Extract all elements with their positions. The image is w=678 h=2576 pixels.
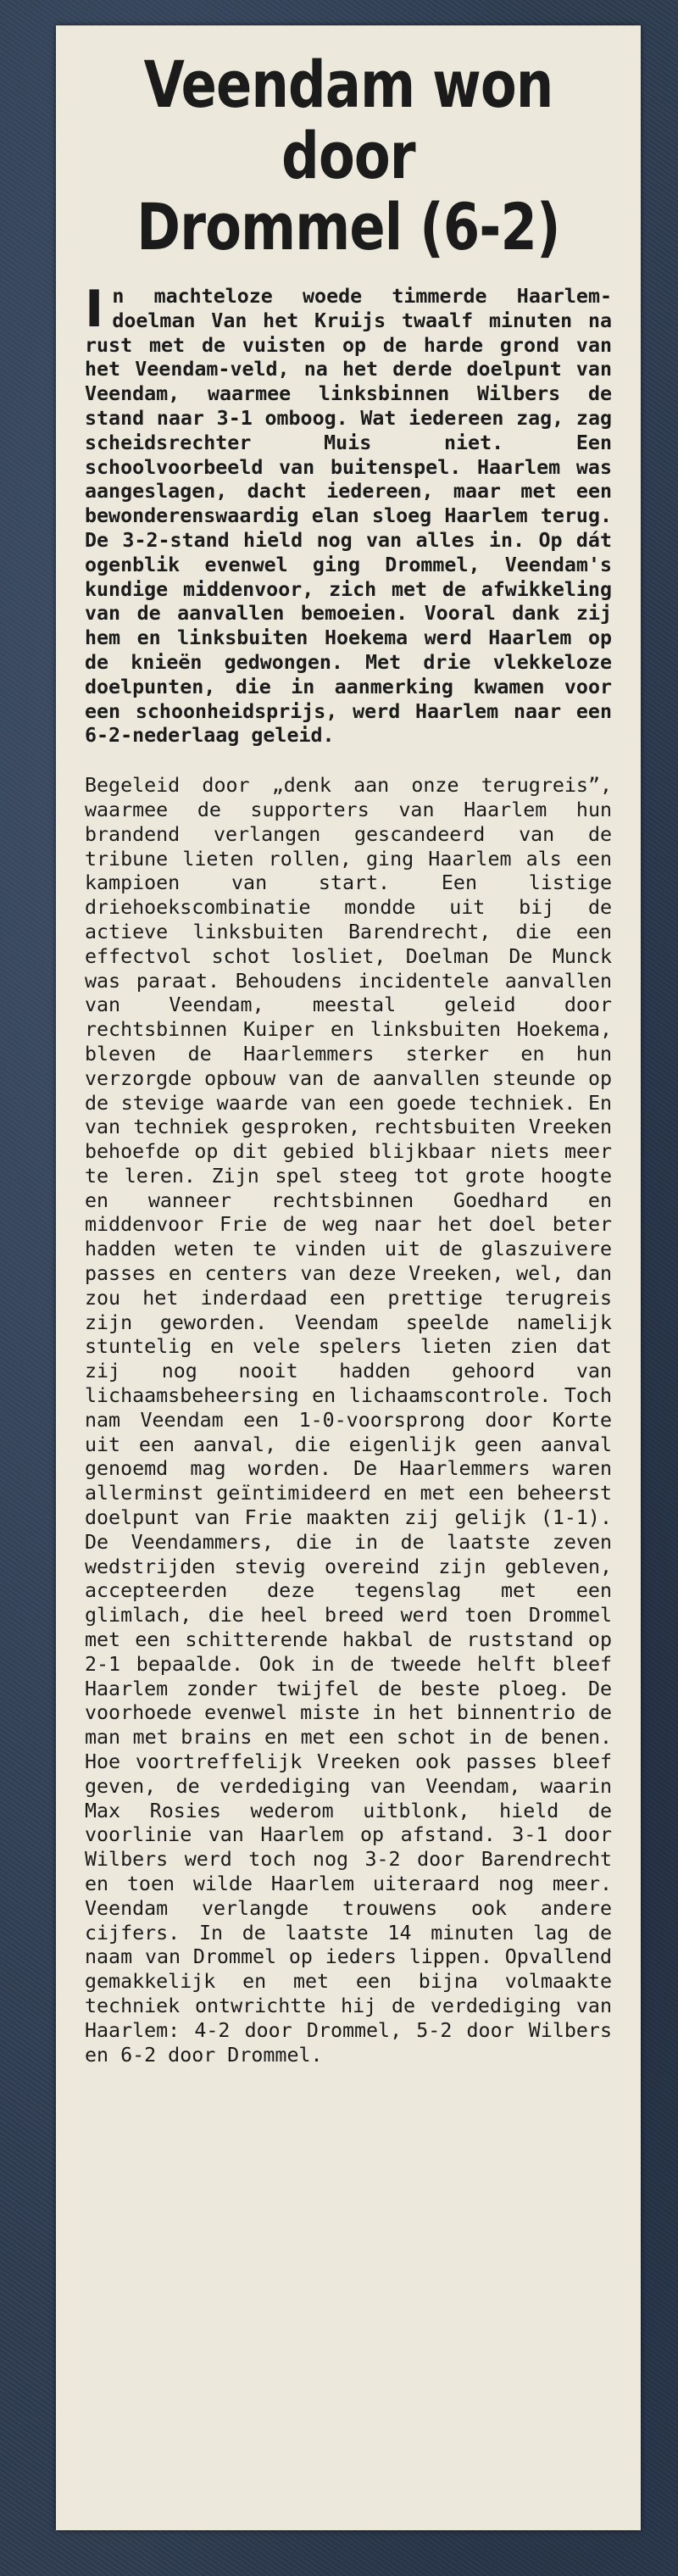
lead-text: n machteloze woede timmerde Haarlem-doelman Van het Kruijs twaalf minuten na rust met de vuisten op de harde grond van het Veendam-veld, na het derde doelpunt van Veendam, waarmee linksbinnen Wilbers de stand naar 3-1 omboog. Wat iedereen zag, zag scheidsrechter Muis niet. Een schoolvoorbeeld van buitenspel. Haarlem was aangeslagen, dacht iedereen, maar met een bewonderenswaardig elan sloeg Haarlem terug. De 3-2-stand hield nog van alles in. Op dát ogenblik evenwel ging Drommel, Veendam's kundige middenvoor, zich met de afwikkeling van de aanvallen bemoeien. Vooral dank zij hem en linksbuiten Hoekema werd Haarlem op de knieën gedwongen. Met drie vlekkeloze doelpunten, die in aanmerking kwamen voor een schoonheidsprijs, werd Haarlem naar een 6-2-nederlaag geleid. — [85, 285, 612, 748]
lead-paragraph — [85, 280, 612, 748]
drop-cap: I — [85, 280, 104, 339]
article-headline — [132, 49, 564, 263]
body-paragraph: Begeleid door „denk aan onze terugreis”, waarmee de supporters van Haarlem hun brandend verlangen gescandeerd van de tribune lieten rollen, ging Haarlem als een kampioen van start. Een listige driehoekscombinatie mondde uit bij de actieve linksbuiten Barendrecht, die een effectvol schot losliet, Doelman De Munck was paraat. Behoudens incidentele aanvallen van Veendam, meestal geleid door rechtsbinnen Kuiper en linksbuiten Hoekema, bleven de Haarlemmers sterker en hun verzorgde opbouw van de aanvallen steunde op de stevige waarde van een goede techniek. En van techniek gesproken, rechtsbuiten Vreeken behoefde op dit gebied blijkbaar niets meer te leren. Zijn spel steeg tot grote hoogte en wanneer rechtsbinnen Goedhard en middenvoor Frie de weg naar het doel beter hadden weten te vinden uit de glaszuivere passes en centers van deze Vreeken, wel, dan zou het inderdaad een prettige terugreis zijn geworden. Veendam speelde namelijk stuntelig en vele spelers lieten zien dat zij nog nooit hadden gehoord van lichaamsbeheersing en lichaamscontrole. Toch nam Veendam een 1-0-voorsprong door Korte uit een aanval, die eigenlijk geen aanval genoemd mag worden. De Haarlemmers waren allerminst geïntimideerd en met een beheerst doelpunt van Frie maakten zij gelijk (1-1). De Veendammers, die in de laatste zeven wedstrijden stevig overeind zijn gebleven, accepteerden deze tegenslag met een glimlach, die heel breed werd toen Drommel met een schitterende hakbal de ruststand op 2-1 bepaalde. Ook in de tweede helft bleef Haarlem zonder twijfel de beste ploeg. De voorhoede evenwel miste in het binnentrio de man met brains en met een schot in de benen. Hoe voortreffelijk Vreeken ook passes bleef geven, de verdediging van Veendam, waarin Max Rosies wederom uitblonk, hield de voorlinie van Haarlem op afstand. 3-1 door Wilbers werd toch nog 3-2 door Barendrecht en toen wilde Haarlem uiteraard nog meer. Veendam verlangde trouwens ook andere cijfers. In de laatste 14 minuten lag de naam van Drommel op ieders lippen. Opvallend gemakkelijk en met een bijna volmaakte techniek ontwrichtte hij de verdediging van Haarlem: 4-2 door Drommel, 5-2 door Wilbers en 6-2 door Drommel. — [85, 774, 612, 2067]
headline-line-2: Drommel (6-2) — [136, 189, 560, 264]
newspaper-clipping — [56, 25, 641, 2530]
headline-line-1: Veendam won door — [143, 47, 553, 193]
